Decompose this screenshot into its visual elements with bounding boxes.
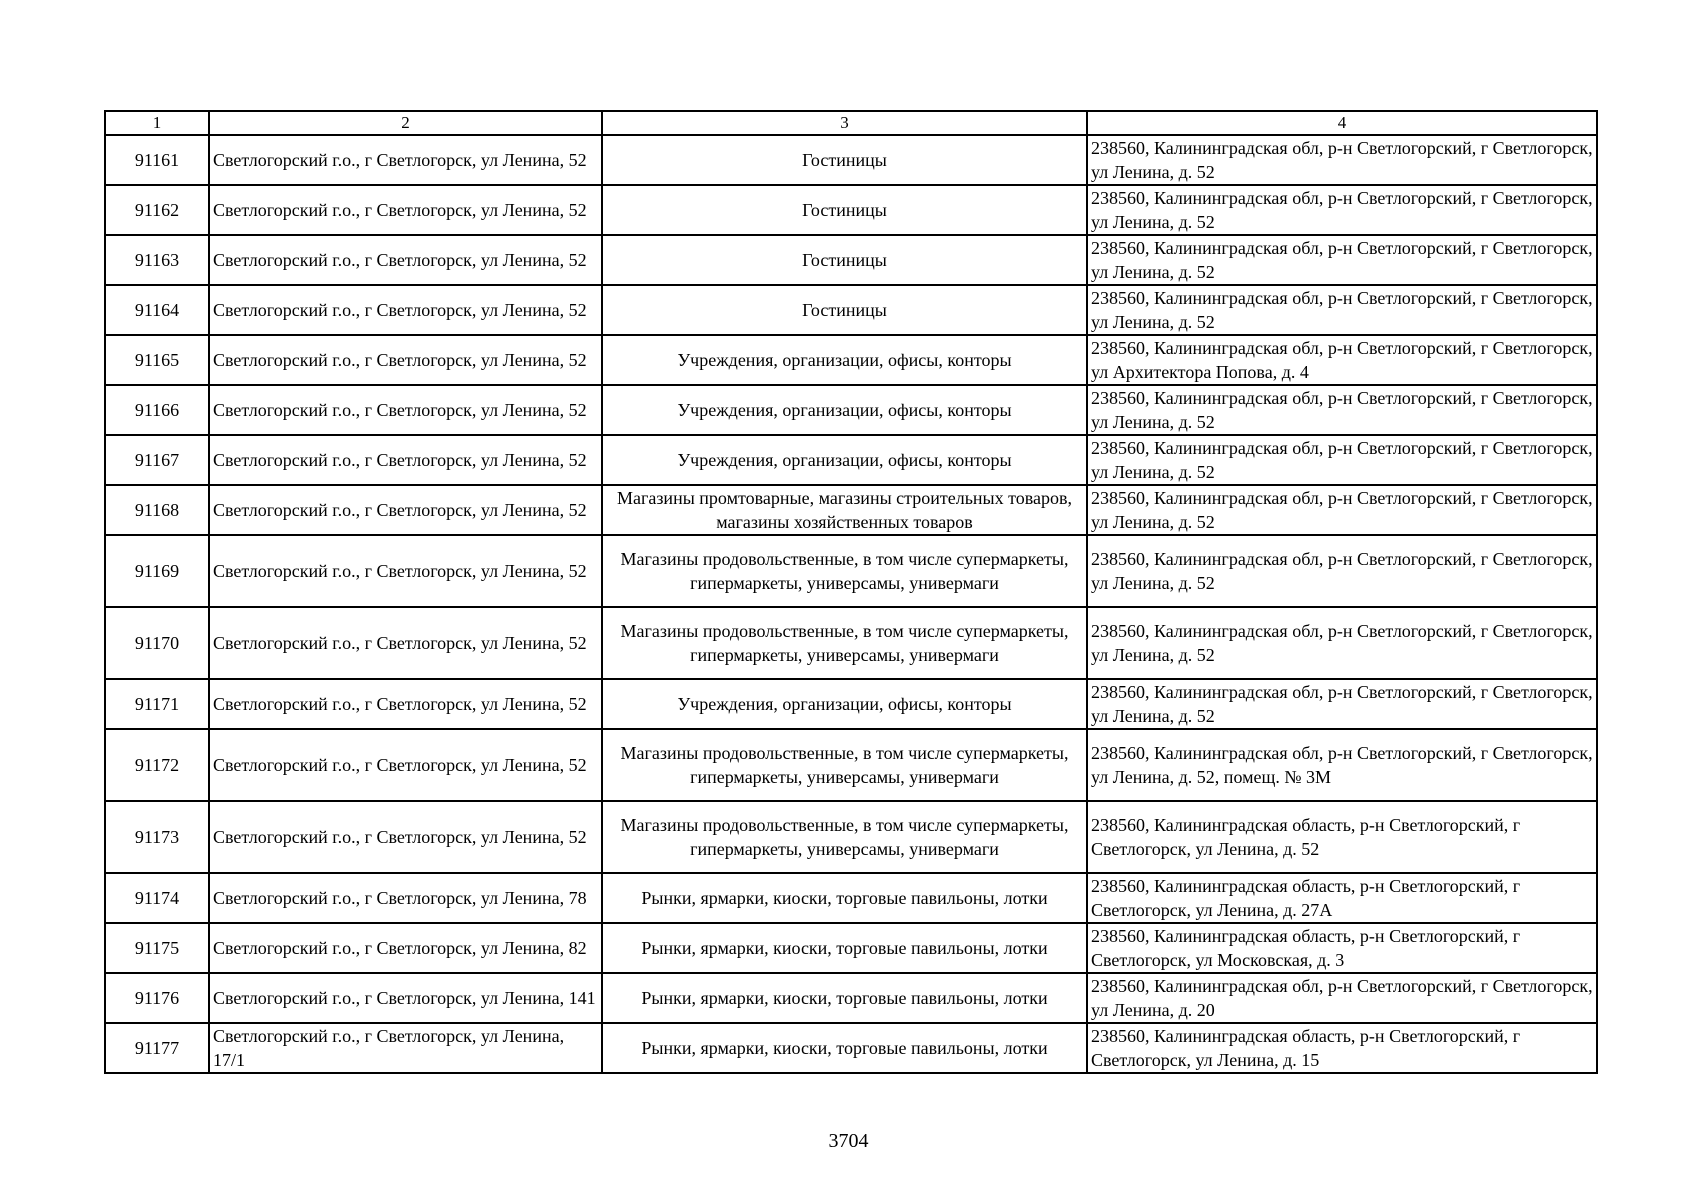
postal-address: 238560, Калининградская обл, р-н Светлогорский, г Светлогорск, ул Ленина, д. 52: [1087, 285, 1597, 335]
postal-address: 238560, Калининградская область, р-н Светлогорский, г Светлогорск, ул Московская, д. 3: [1087, 923, 1597, 973]
site-address: Светлогорский г.о., г Светлогорск, ул Ленина, 52: [209, 729, 602, 801]
table-row: [105, 485, 1597, 535]
postal-address: 238560, Калининградская обл, р-н Светлогорский, г Светлогорск, ул Ленина, д. 52: [1087, 185, 1597, 235]
table-row: [105, 185, 1597, 235]
registry-table: [104, 110, 1598, 1074]
postal-address: 238560, Калининградская обл, р-н Светлогорский, г Светлогорск, ул Ленина, д. 20: [1087, 973, 1597, 1023]
object-type: Рынки, ярмарки, киоски, торговые павильоны, лотки: [602, 973, 1087, 1023]
site-address: Светлогорский г.о., г Светлогорск, ул Ленина, 52: [209, 607, 602, 679]
site-address: Светлогорский г.о., г Светлогорск, ул Ленина, 78: [209, 873, 602, 923]
record-number: 91177: [105, 1023, 209, 1073]
postal-address: 238560, Калининградская область, р-н Светлогорский, г Светлогорск, ул Ленина, д. 52: [1087, 801, 1597, 873]
object-type: Гостиницы: [602, 135, 1087, 185]
object-type: Учреждения, организации, офисы, конторы: [602, 385, 1087, 435]
table-row: [105, 285, 1597, 335]
header-row: [105, 111, 1597, 135]
table-row: [105, 535, 1597, 607]
site-address: Светлогорский г.о., г Светлогорск, ул Ленина, 52: [209, 435, 602, 485]
record-number: 91173: [105, 801, 209, 873]
table-row: [105, 607, 1597, 679]
record-number: 91175: [105, 923, 209, 973]
record-number: 91165: [105, 335, 209, 385]
table-row: [105, 435, 1597, 485]
record-number: 91171: [105, 679, 209, 729]
header-cell-2: 2: [209, 111, 602, 135]
object-type: Магазины продовольственные, в том числе супермаркеты, гипермаркеты, универсамы, универмаги: [602, 607, 1087, 679]
object-type: Магазины промтоварные, магазины строительных товаров, магазины хозяйственных товаров: [602, 485, 1087, 535]
postal-address: 238560, Калининградская обл, р-н Светлогорский, г Светлогорск, ул Ленина, д. 52: [1087, 679, 1597, 729]
postal-address: 238560, Калининградская обл, р-н Светлогорский, г Светлогорск, ул Архитектора Попова, д. 4: [1087, 335, 1597, 385]
table-row: [105, 873, 1597, 923]
record-number: 91169: [105, 535, 209, 607]
site-address: Светлогорский г.о., г Светлогорск, ул Ленина, 52: [209, 135, 602, 185]
site-address: Светлогорский г.о., г Светлогорск, ул Ленина, 141: [209, 973, 602, 1023]
record-number: 91172: [105, 729, 209, 801]
table-row: [105, 235, 1597, 285]
object-type: Учреждения, организации, офисы, конторы: [602, 435, 1087, 485]
postal-address: 238560, Калининградская обл, р-н Светлогорский, г Светлогорск, ул Ленина, д. 52: [1087, 385, 1597, 435]
header-cell-3: 3: [602, 111, 1087, 135]
postal-address: 238560, Калининградская обл, р-н Светлогорский, г Светлогорск, ул Ленина, д. 52: [1087, 135, 1597, 185]
postal-address: 238560, Калининградская область, р-н Светлогорский, г Светлогорск, ул Ленина, д. 27А: [1087, 873, 1597, 923]
object-type: Рынки, ярмарки, киоски, торговые павильоны, лотки: [602, 1023, 1087, 1073]
record-number: 91170: [105, 607, 209, 679]
site-address: Светлогорский г.о., г Светлогорск, ул Ленина, 52: [209, 679, 602, 729]
record-number: 91167: [105, 435, 209, 485]
record-number: 91174: [105, 873, 209, 923]
table-row: [105, 801, 1597, 873]
table-row: [105, 729, 1597, 801]
postal-address: 238560, Калининградская обл, р-н Светлогорский, г Светлогорск, ул Ленина, д. 52: [1087, 485, 1597, 535]
postal-address: 238560, Калининградская обл, р-н Светлогорский, г Светлогорск, ул Ленина, д. 52: [1087, 435, 1597, 485]
table-row: [105, 385, 1597, 435]
table-row: [105, 973, 1597, 1023]
record-number: 91164: [105, 285, 209, 335]
site-address: Светлогорский г.о., г Светлогорск, ул Ленина, 52: [209, 235, 602, 285]
postal-address: 238560, Калининградская обл, р-н Светлогорский, г Светлогорск, ул Ленина, д. 52, помещ. № 3М: [1087, 729, 1597, 801]
object-type: Рынки, ярмарки, киоски, торговые павильоны, лотки: [602, 873, 1087, 923]
site-address: Светлогорский г.о., г Светлогорск, ул Ленина, 52: [209, 801, 602, 873]
object-type: Магазины продовольственные, в том числе супермаркеты, гипермаркеты, универсамы, универмаги: [602, 729, 1087, 801]
table-row: [105, 923, 1597, 973]
object-type: Гостиницы: [602, 235, 1087, 285]
postal-address: 238560, Калининградская обл, р-н Светлогорский, г Светлогорск, ул Ленина, д. 52: [1087, 535, 1597, 607]
table-row: [105, 679, 1597, 729]
object-type: Гостиницы: [602, 185, 1087, 235]
page-number: 3704: [828, 1130, 869, 1152]
site-address: Светлогорский г.о., г Светлогорск, ул Ленина, 52: [209, 535, 602, 607]
object-type: Учреждения, организации, офисы, конторы: [602, 335, 1087, 385]
site-address: Светлогорский г.о., г Светлогорск, ул Ленина, 52: [209, 335, 602, 385]
site-address: Светлогорский г.о., г Светлогорск, ул Ленина, 52: [209, 385, 602, 435]
object-type: Магазины продовольственные, в том числе супермаркеты, гипермаркеты, универсамы, универмаги: [602, 801, 1087, 873]
object-type: Магазины продовольственные, в том числе супермаркеты, гипермаркеты, универсамы, универмаги: [602, 535, 1087, 607]
record-number: 91163: [105, 235, 209, 285]
postal-address: 238560, Калининградская обл, р-н Светлогорский, г Светлогорск, ул Ленина, д. 52: [1087, 607, 1597, 679]
object-type: Гостиницы: [602, 285, 1087, 335]
site-address: Светлогорский г.о., г Светлогорск, ул Ленина, 52: [209, 485, 602, 535]
table-row: [105, 1023, 1597, 1073]
table-body: [105, 135, 1597, 1073]
record-number: 91162: [105, 185, 209, 235]
site-address: Светлогорский г.о., г Светлогорск, ул Ленина, 17/1: [209, 1023, 602, 1073]
object-type: Учреждения, организации, офисы, конторы: [602, 679, 1087, 729]
site-address: Светлогорский г.о., г Светлогорск, ул Ленина, 52: [209, 185, 602, 235]
postal-address: 238560, Калининградская область, р-н Светлогорский, г Светлогорск, ул Ленина, д. 15: [1087, 1023, 1597, 1073]
record-number: 91161: [105, 135, 209, 185]
header-cell-1: 1: [105, 111, 209, 135]
record-number: 91166: [105, 385, 209, 435]
postal-address: 238560, Калининградская обл, р-н Светлогорский, г Светлогорск, ул Ленина, д. 52: [1087, 235, 1597, 285]
header-cell-4: 4: [1087, 111, 1597, 135]
table-header: [105, 111, 1597, 135]
table-row: [105, 335, 1597, 385]
site-address: Светлогорский г.о., г Светлогорск, ул Ленина, 52: [209, 285, 602, 335]
site-address: Светлогорский г.о., г Светлогорск, ул Ленина, 82: [209, 923, 602, 973]
record-number: 91176: [105, 973, 209, 1023]
record-number: 91168: [105, 485, 209, 535]
table-row: [105, 135, 1597, 185]
object-type: Рынки, ярмарки, киоски, торговые павильоны, лотки: [602, 923, 1087, 973]
